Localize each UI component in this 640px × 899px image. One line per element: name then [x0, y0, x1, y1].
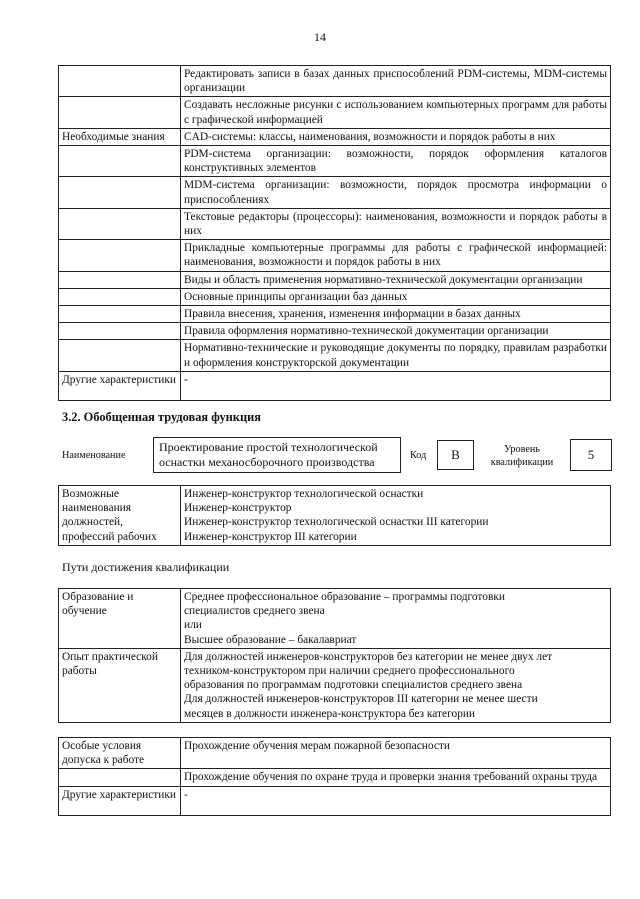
table-row — [59, 589, 611, 649]
table-cell: Нормативно-технические и руководящие документы по порядку, правилам разработки и оформления конструкторской документации — [181, 340, 611, 371]
table-cell: Прохождение обучения мерам пожарной безопасности — [181, 738, 611, 769]
text-line: образования по программам подготовки специалистов среднего звена — [184, 679, 523, 692]
name-label: Наименование — [62, 450, 126, 461]
table-cell: Основные принципы организации баз данных — [181, 288, 611, 305]
table-cell: Виды и область применения нормативно-технической документации организации — [181, 271, 611, 288]
list-item: Инженер-конструктор — [184, 502, 292, 515]
table-row — [59, 648, 611, 722]
level-label: Уровень квалификации — [490, 444, 554, 468]
function-name-box: Проектирование простой технологической оснастки механосборочного производства — [153, 437, 401, 473]
page-number: 14 — [314, 30, 326, 44]
table-cell: Правила внесения, хранения, изменения информации в базах данных — [181, 306, 611, 323]
positions-list — [181, 486, 611, 546]
empty-label-cell — [59, 271, 181, 288]
empty-label-cell — [59, 240, 181, 271]
code-label: Код — [410, 450, 427, 461]
table-row — [59, 769, 611, 786]
conditions-table — [58, 737, 611, 816]
other-characteristics-value: - — [181, 371, 611, 400]
table-cell: Создавать несложные рисунки с использованием компьютерных программ для работы с графической информацией — [181, 97, 611, 128]
empty-label-cell — [59, 66, 181, 97]
table-row — [59, 738, 611, 769]
empty-label-cell — [59, 288, 181, 305]
table-cell: Правила оформления нормативно-технической документации организации — [181, 323, 611, 340]
paths-title: Пути достижения квалификации — [62, 560, 230, 574]
knowledge-table — [58, 65, 611, 401]
table-row — [59, 208, 611, 239]
positions-label: Возможные наименования должностей, профессий рабочих — [59, 486, 181, 546]
experience-label: Опыт практической работы — [59, 648, 181, 722]
table-cell: Прикладные компьютерные программы для работы с графической информацией: наименования, возможности и порядок работы в них — [181, 240, 611, 271]
list-item: Инженер-конструктор III категории — [184, 530, 357, 543]
other-characteristics-label: Другие характеристики — [59, 371, 181, 400]
list-item: Инженер-конструктор технологической оснастки — [184, 488, 424, 500]
table-row — [59, 146, 611, 177]
table-row — [59, 240, 611, 271]
empty-label-cell — [59, 97, 181, 128]
table-row — [59, 128, 611, 145]
table-cell: MDM-система организации: возможности, порядок просмотра информации о приспособлениях — [181, 177, 611, 208]
empty-label-cell — [59, 340, 181, 371]
empty-label-cell — [59, 146, 181, 177]
experience-cell — [181, 648, 611, 722]
education-cell — [181, 589, 611, 649]
table-row — [59, 486, 611, 546]
section-heading: 3.2. Обобщенная трудовая функция — [62, 410, 261, 424]
text-line: Среднее профессиональное образование – программы подготовки — [184, 591, 505, 603]
empty-label-cell — [59, 177, 181, 208]
text-line: Для должностей инженеров-конструкторов без категории не менее двух лет — [184, 650, 553, 663]
table-cell: Текстовые редакторы (процессоры): наименования, возможности и порядок работы в них — [181, 208, 611, 239]
text-line: техником-конструктором при наличии среднего профессионального — [184, 665, 515, 678]
table-row — [59, 66, 611, 97]
table-row — [59, 288, 611, 305]
table-row — [59, 306, 611, 323]
list-item: Инженер-конструктор технологической оснастки III категории — [184, 516, 489, 529]
text-line: Для должностей инженеров-конструкторов III категории не менее шести — [184, 693, 538, 706]
table-row — [59, 371, 611, 400]
table-cell: CAD-системы: классы, наименования, возможности и порядок работы в них — [181, 128, 611, 145]
table-row — [59, 271, 611, 288]
education-label: Образование и обучение — [59, 589, 181, 649]
other-characteristics-value: - — [181, 786, 611, 815]
table-cell: PDM-система организации: возможности, порядок оформления каталогов конструктивных элементов — [181, 146, 611, 177]
conditions-label: Особые условия допуска к работе — [59, 738, 181, 769]
empty-label-cell — [59, 769, 181, 786]
table-cell: Прохождение обучения по охране труда и проверки знания требований охраны труда — [181, 769, 611, 786]
qualification-table — [58, 588, 611, 723]
table-row — [59, 97, 611, 128]
empty-label-cell — [59, 306, 181, 323]
code-value-box: B — [437, 440, 474, 470]
knowledge-label: Необходимые знания — [59, 128, 181, 145]
empty-label-cell — [59, 323, 181, 340]
table-cell: Редактировать записи в базах данных приспособлений PDM-системы, MDM-системы организации — [181, 66, 611, 97]
table-row — [59, 323, 611, 340]
text-line: специалистов среднего звена — [184, 605, 325, 618]
table-row — [59, 786, 611, 815]
positions-table — [58, 485, 611, 546]
empty-label-cell — [59, 208, 181, 239]
text-line: Высшее образование – бакалавриат — [184, 633, 357, 646]
table-row — [59, 340, 611, 371]
table-row — [59, 177, 611, 208]
text-line: месяцев в должности инженера-конструктора без категории — [184, 707, 476, 720]
text-line: или — [184, 619, 202, 632]
other-characteristics-label: Другие характеристики — [59, 786, 181, 815]
level-value-box: 5 — [570, 439, 612, 471]
